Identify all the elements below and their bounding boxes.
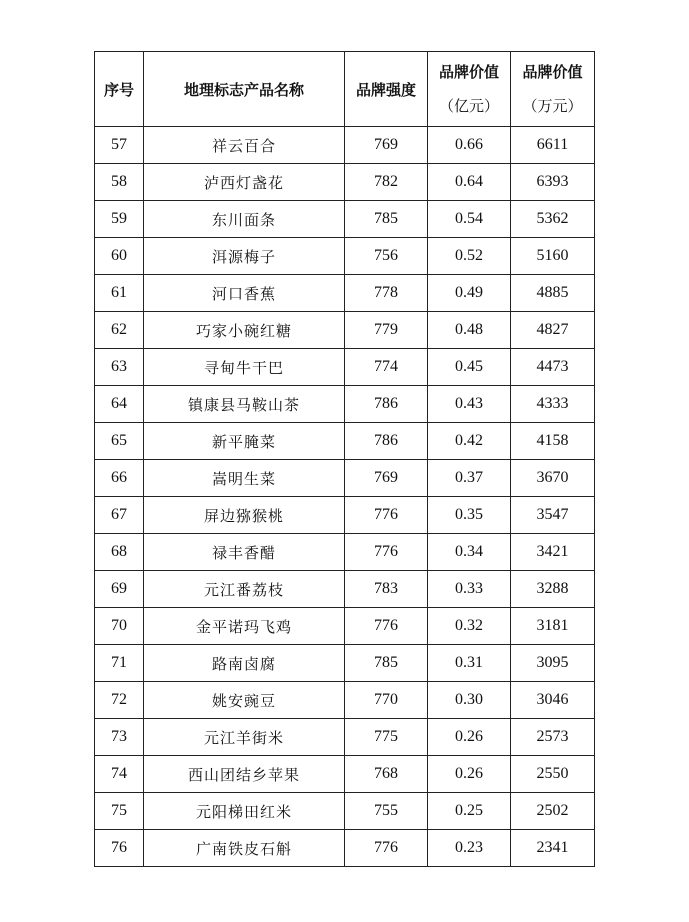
table-row	[95, 460, 595, 497]
cell-product-name: 屏边猕猴桃	[144, 497, 345, 534]
table-row	[95, 719, 595, 756]
cell-index: 69	[95, 571, 144, 608]
cell-product-name: 广南铁皮石斛	[144, 830, 345, 867]
cell-brand-strength: 756	[345, 238, 428, 275]
cell-product-name: 镇康县马鞍山茶	[144, 386, 345, 423]
table-row	[95, 497, 595, 534]
cell-index: 59	[95, 201, 144, 238]
table-row	[95, 164, 595, 201]
cell-product-name: 东川面条	[144, 201, 345, 238]
cell-product-name: 河口香蕉	[144, 275, 345, 312]
cell-product-name: 禄丰香醋	[144, 534, 345, 571]
cell-brand-strength: 755	[345, 793, 428, 830]
cell-brand-value-wan: 4473	[511, 349, 595, 386]
cell-brand-strength: 775	[345, 719, 428, 756]
cell-brand-strength: 776	[345, 830, 428, 867]
cell-brand-strength: 776	[345, 534, 428, 571]
cell-brand-value-wan: 3046	[511, 682, 595, 719]
cell-index: 62	[95, 312, 144, 349]
cell-product-name: 元阳梯田红米	[144, 793, 345, 830]
header-index: 序号	[95, 52, 144, 127]
cell-brand-value-yi: 0.37	[428, 460, 511, 497]
cell-brand-value-wan: 3181	[511, 608, 595, 645]
cell-index: 60	[95, 238, 144, 275]
table-row	[95, 423, 595, 460]
cell-index: 64	[95, 386, 144, 423]
table-row	[95, 386, 595, 423]
cell-index: 74	[95, 756, 144, 793]
cell-product-name: 巧家小碗红糖	[144, 312, 345, 349]
cell-index: 68	[95, 534, 144, 571]
cell-brand-value-yi: 0.26	[428, 719, 511, 756]
cell-product-name: 嵩明生菜	[144, 460, 345, 497]
table-row	[95, 201, 595, 238]
cell-index: 57	[95, 127, 144, 164]
table-row	[95, 571, 595, 608]
cell-index: 61	[95, 275, 144, 312]
cell-index: 72	[95, 682, 144, 719]
table-row	[95, 127, 595, 164]
cell-index: 75	[95, 793, 144, 830]
cell-brand-value-yi: 0.42	[428, 423, 511, 460]
cell-brand-strength: 769	[345, 460, 428, 497]
table-row	[95, 608, 595, 645]
cell-brand-value-wan: 6611	[511, 127, 595, 164]
header-value-yi	[428, 52, 511, 127]
cell-brand-strength: 786	[345, 423, 428, 460]
cell-brand-value-yi: 0.43	[428, 386, 511, 423]
cell-brand-value-wan: 2573	[511, 719, 595, 756]
cell-brand-value-wan: 3421	[511, 534, 595, 571]
cell-index: 66	[95, 460, 144, 497]
cell-brand-value-yi: 0.26	[428, 756, 511, 793]
cell-brand-value-yi: 0.54	[428, 201, 511, 238]
cell-index: 71	[95, 645, 144, 682]
brand-value-table	[94, 51, 595, 867]
cell-brand-strength: 786	[345, 386, 428, 423]
table-header-row	[95, 52, 595, 127]
cell-brand-strength: 785	[345, 201, 428, 238]
cell-product-name: 祥云百合	[144, 127, 345, 164]
cell-brand-strength: 785	[345, 645, 428, 682]
cell-brand-value-wan: 2550	[511, 756, 595, 793]
cell-brand-value-wan: 6393	[511, 164, 595, 201]
table-row	[95, 275, 595, 312]
cell-brand-value-yi: 0.64	[428, 164, 511, 201]
table-row	[95, 312, 595, 349]
cell-brand-strength: 774	[345, 349, 428, 386]
table-row	[95, 682, 595, 719]
cell-brand-value-yi: 0.25	[428, 793, 511, 830]
table-row	[95, 830, 595, 867]
cell-brand-value-yi: 0.34	[428, 534, 511, 571]
cell-brand-value-yi: 0.30	[428, 682, 511, 719]
cell-brand-value-wan: 4885	[511, 275, 595, 312]
cell-brand-value-wan: 3670	[511, 460, 595, 497]
cell-product-name: 元江番荔枝	[144, 571, 345, 608]
cell-brand-strength: 778	[345, 275, 428, 312]
cell-index: 63	[95, 349, 144, 386]
cell-product-name: 寻甸牛干巴	[144, 349, 345, 386]
header-value-wan-unit: （万元）	[522, 97, 583, 115]
cell-index: 76	[95, 830, 144, 867]
cell-product-name: 姚安豌豆	[144, 682, 345, 719]
table-row	[95, 349, 595, 386]
header-value-yi-label: 品牌价值	[438, 63, 499, 81]
cell-brand-strength: 783	[345, 571, 428, 608]
cell-brand-value-wan: 4158	[511, 423, 595, 460]
cell-product-name: 新平腌菜	[144, 423, 345, 460]
cell-brand-strength: 769	[345, 127, 428, 164]
cell-brand-value-wan: 4333	[511, 386, 595, 423]
cell-brand-value-yi: 0.48	[428, 312, 511, 349]
table-row	[95, 238, 595, 275]
cell-brand-strength: 768	[345, 756, 428, 793]
cell-brand-value-wan: 4827	[511, 312, 595, 349]
cell-brand-strength: 782	[345, 164, 428, 201]
table-row	[95, 793, 595, 830]
cell-brand-value-wan: 3547	[511, 497, 595, 534]
cell-brand-value-yi: 0.31	[428, 645, 511, 682]
cell-brand-value-wan: 2341	[511, 830, 595, 867]
table-row	[95, 534, 595, 571]
cell-brand-value-wan: 2502	[511, 793, 595, 830]
header-strength: 品牌强度	[345, 52, 428, 127]
cell-index: 65	[95, 423, 144, 460]
cell-index: 67	[95, 497, 144, 534]
table-row	[95, 645, 595, 682]
cell-brand-value-yi: 0.35	[428, 497, 511, 534]
cell-brand-value-wan: 5160	[511, 238, 595, 275]
cell-product-name: 元江羊街米	[144, 719, 345, 756]
cell-product-name: 洱源梅子	[144, 238, 345, 275]
cell-brand-value-yi: 0.49	[428, 275, 511, 312]
cell-brand-strength: 779	[345, 312, 428, 349]
cell-product-name: 金平诺玛飞鸡	[144, 608, 345, 645]
cell-brand-value-wan: 3288	[511, 571, 595, 608]
cell-brand-value-wan: 3095	[511, 645, 595, 682]
cell-brand-value-yi: 0.45	[428, 349, 511, 386]
cell-brand-value-yi: 0.66	[428, 127, 511, 164]
cell-brand-value-yi: 0.33	[428, 571, 511, 608]
cell-brand-value-wan: 5362	[511, 201, 595, 238]
cell-brand-value-yi: 0.23	[428, 830, 511, 867]
cell-brand-strength: 776	[345, 608, 428, 645]
header-name: 地理标志产品名称	[144, 52, 345, 127]
cell-index: 58	[95, 164, 144, 201]
cell-brand-strength: 770	[345, 682, 428, 719]
header-value-yi-unit: （亿元）	[438, 97, 499, 115]
cell-index: 70	[95, 608, 144, 645]
cell-product-name: 路南卤腐	[144, 645, 345, 682]
cell-product-name: 泸西灯盏花	[144, 164, 345, 201]
header-value-wan	[511, 52, 595, 127]
table-row	[95, 756, 595, 793]
table-body	[95, 127, 595, 867]
cell-index: 73	[95, 719, 144, 756]
cell-brand-strength: 776	[345, 497, 428, 534]
cell-brand-value-yi: 0.52	[428, 238, 511, 275]
cell-brand-value-yi: 0.32	[428, 608, 511, 645]
cell-product-name: 西山团结乡苹果	[144, 756, 345, 793]
header-value-wan-label: 品牌价值	[522, 63, 583, 81]
